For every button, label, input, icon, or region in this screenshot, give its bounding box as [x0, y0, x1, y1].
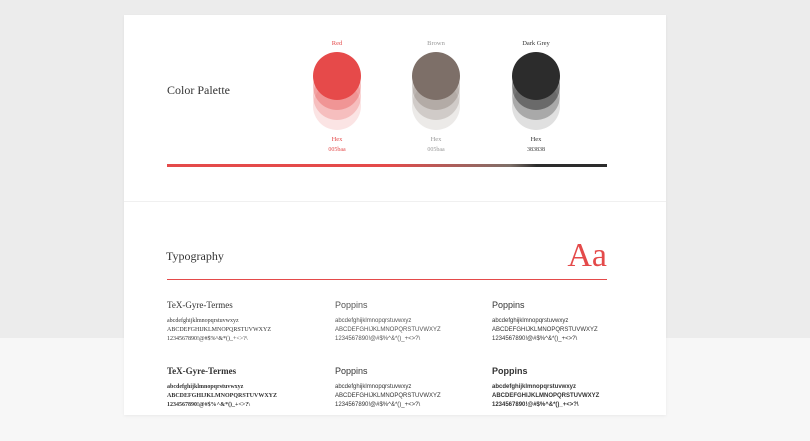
- typography-divider-line: [167, 279, 607, 280]
- swatch-main-circle: [313, 52, 361, 100]
- font-sample-lowercase: abcdefghijklmnopqrstuvwxyz: [335, 318, 412, 324]
- font-sample-digits: 1234567890!@#$%^&*()_+<>?\: [167, 336, 248, 342]
- font-name: TeX-Gyre-Termes: [167, 366, 237, 376]
- font-sample-lowercase: abcdefghijklmnopqrstuvwxyz: [335, 384, 412, 390]
- font-name: Poppins: [492, 366, 528, 376]
- font-sample-digits: 1234567890!@#$%^&*()_+<>?\: [335, 402, 421, 408]
- color-palette-title: Color Palette: [167, 83, 230, 97]
- font-sample-lowercase: abcdefghijklmnopqrstuvwxyz: [492, 384, 577, 390]
- font-name: TeX-Gyre-Termes: [167, 300, 233, 310]
- swatch-brown[interactable]: [406, 39, 466, 155]
- typography-sample-glyph: Aa: [567, 237, 607, 274]
- font-sample-digits: 1234567890!@#$%^&*()_+<>?\: [335, 336, 421, 342]
- font-name: Poppins: [335, 300, 368, 310]
- swatch-dark-grey[interactable]: [506, 39, 566, 155]
- swatch-hex-label: Hex: [430, 136, 442, 143]
- font-sample-termes-regular: [167, 300, 317, 344]
- font-sample-uppercase: ABCDEFGHIJKLMNOPQRSTUVWXYZ: [335, 327, 441, 333]
- font-sample-digits: 1234567890!@#$%^&*()_+<>?\: [167, 402, 250, 408]
- swatch-hex-label: Hex: [530, 136, 542, 143]
- typography-title: Typography: [166, 249, 224, 263]
- font-sample-poppins-medium: [335, 366, 485, 410]
- swatch-circle-stack: [313, 52, 361, 130]
- font-sample-uppercase: ABCDEFGHIJKLMNOPQRSTUVWXYZ: [167, 393, 278, 399]
- section-divider: [124, 201, 666, 202]
- font-name: Poppins: [492, 300, 525, 310]
- font-sample-uppercase: ABCDEFGHIJKLMNOPQRSTUVWXYZ: [167, 327, 272, 333]
- font-sample-lowercase: abcdefghijklmnopqrstuvwxyz: [167, 318, 239, 324]
- swatch-hex-label: Hex: [331, 136, 343, 143]
- font-sample-uppercase: ABCDEFGHIJKLMNOPQRSTUVWXYZ: [492, 327, 598, 333]
- font-sample-digits: 1234567890!@#$%^&*()_+<>?\: [492, 336, 578, 342]
- swatch-hex-value: 005baa: [427, 147, 445, 153]
- font-sample-uppercase: ABCDEFGHIJKLMNOPQRSTUVWXYZ: [492, 393, 600, 399]
- style-guide-card: [124, 15, 666, 415]
- font-sample-poppins-regular: [492, 300, 642, 344]
- swatch-name: Red: [331, 40, 343, 47]
- swatch-circle-stack: [512, 52, 560, 130]
- palette-gradient-bar: [167, 164, 607, 167]
- font-sample-lowercase: abcdefghijklmnopqrstuvwxyz: [167, 384, 244, 390]
- swatch-name: Brown: [427, 40, 445, 47]
- font-sample-lowercase: abcdefghijklmnopqrstuvwxyz: [492, 318, 569, 324]
- swatch-main-circle: [412, 52, 460, 100]
- swatch-red[interactable]: [307, 39, 367, 155]
- swatch-hex-value: 005baa: [328, 147, 346, 153]
- font-sample-termes-bold: [167, 366, 317, 410]
- swatch-main-circle: [512, 52, 560, 100]
- font-name: Poppins: [335, 366, 368, 376]
- font-sample-uppercase: ABCDEFGHIJKLMNOPQRSTUVWXYZ: [335, 393, 441, 399]
- font-sample-digits: 1234567890!@#$%^&*()_+<>?\: [492, 402, 579, 408]
- font-sample-poppins-light: [335, 300, 485, 344]
- swatch-hex-value: 383838: [527, 147, 545, 153]
- swatch-circle-stack: [412, 52, 460, 130]
- swatch-name: Dark Grey: [522, 40, 550, 47]
- font-sample-poppins-bold: [492, 366, 642, 410]
